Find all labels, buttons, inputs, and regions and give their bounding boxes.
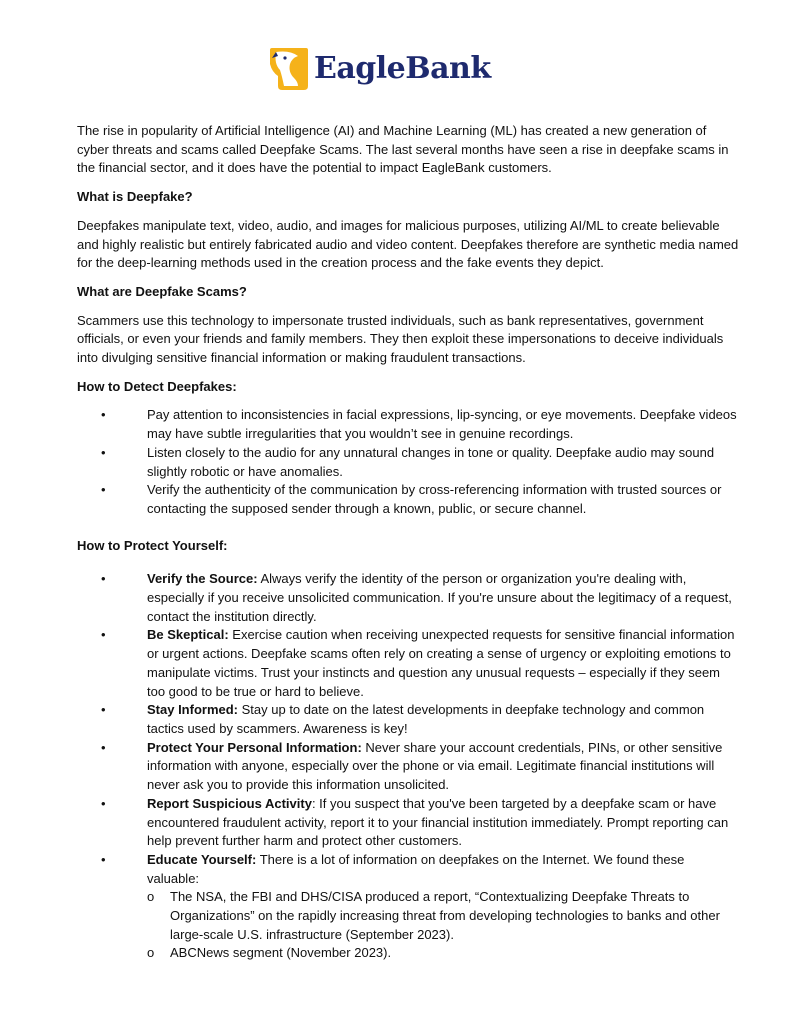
list-item: • Pay attention to inconsistencies in facial expressions, lip-syncing, or eye movements. Deepfake videos may have subtle irregularities that you wouldn’t see in genuine recordings. xyxy=(101,407,737,442)
list-item: • Be Skeptical: Exercise caution when receiving unexpected requests for sensitive financial information or urgent actions. Deepfake scams often rely on creating a sense of urgency or exploiting emotions to manipulate victims. Trust your instincts and question any unusual requests – especially if they seem too good to be true or hard to believe. xyxy=(101,627,735,699)
eagle-head-icon xyxy=(268,46,310,92)
list-item: • Verify the Source: Always verify the identity of the person or organization you're dealing with, especially if you receive unsolicited communication. If you're unsure about the legitimacy of a request, contact the institution directly. xyxy=(101,571,732,624)
list-item: • Verify the authenticity of the communication by cross-referencing information with trusted sources or contacting the supposed sender through a known, public, or secure channel. xyxy=(101,482,722,516)
sub-bullet-icon: o xyxy=(147,945,155,961)
section-heading-protect: How to Protect Yourself: xyxy=(77,537,228,553)
list-item: o ABCNews segment (November 2023). xyxy=(147,944,739,963)
bullet-title: Educate Yourself: xyxy=(147,851,257,867)
list-item: • Educate Yourself: There is a lot of information on deepfakes on the Internet. We found these valuable: o The NSA, the FBI and DHS/CISA produced a report, “Contextualizing Deepfake Threats to Organizations” on the rapidly increasing threat from developing technologies to banks and other large-scale U.S. infrastructure (September 2023). o ABCNews segment (November 2023). xyxy=(77,851,739,963)
bullet-icon: • xyxy=(101,739,106,755)
resource-sub-list xyxy=(147,888,739,963)
section-body-what-is-deepfake: Deepfakes manipulate text, video, audio, and images for malicious purposes, utilizing AI/ML to create believable and highly realistic but entirely fabricated audio and video content. Deepfakes therefore are synthetic media named for the deep-learning methods used in the creation process and the fake events they depict. xyxy=(77,217,739,271)
bullet-title: Protect Your Personal Information: xyxy=(147,739,362,755)
article-body xyxy=(77,122,739,973)
section-heading-what-is-deepfake: What is Deepfake? xyxy=(77,189,193,205)
bullet-title: Report Suspicious Activity xyxy=(147,795,312,811)
bullet-title: Stay Informed: xyxy=(147,702,239,718)
sub-bullet-icon: o xyxy=(147,889,155,905)
section-heading-detect: How to Detect Deepfakes: xyxy=(77,378,237,394)
list-item: o The NSA, the FBI and DHS/CISA produced a report, “Contextualizing Deepfake Threats to Organizations” on the rapidly increasing threat from developing technologies to banks and other large-scale U.S. infrastructure (September 2023). xyxy=(147,889,720,942)
bullet-icon: • xyxy=(101,407,106,423)
bullet-icon: • xyxy=(101,795,106,811)
bullet-icon: • xyxy=(101,627,106,643)
detect-bullet-list xyxy=(77,406,739,518)
bullet-icon: • xyxy=(101,482,106,498)
bullet-icon: • xyxy=(101,571,106,587)
section-heading-deepfake-scams: What are Deepfake Scams? xyxy=(77,283,247,299)
list-item: • Listen closely to the audio for any unnatural changes in tone or quality. Deepfake audio may sound slightly robotic or have anomalies. xyxy=(101,444,715,479)
bullet-icon: • xyxy=(101,702,106,718)
bullet-title: Be Skeptical: xyxy=(147,627,229,643)
list-item: • Stay Informed: Stay up to date on the latest developments in deepfake technology and common tactics used by scammers. Awareness is key! xyxy=(101,702,705,736)
bullet-icon: • xyxy=(101,444,106,460)
list-item: • Protect Your Personal Information: Never share your account credentials, PINs, or other sensitive information with anyone, especially over the phone or via email. Legitimate financial institutions will never ask you to provide this information unsolicited. xyxy=(101,739,723,793)
protect-bullet-list xyxy=(77,570,739,963)
logo-wordmark: EagleBank xyxy=(314,51,491,86)
eaglebank-logo xyxy=(268,44,548,94)
intro-paragraph: The rise in popularity of Artificial Intelligence (AI) and Machine Learning (ML) has created a new generation of cyber threats and scams called Deepfake Scams. The last several months have seen a rise in deepfake scams in the financial sector, and it does have the potential to impact EagleBank customers. xyxy=(77,123,729,176)
list-item: • Report Suspicious Activity: If you suspect that you've been targeted by a deepfake scam or have encountered fraudulent activity, report it to your financial institution immediately. Prompt reporting can help prevent further harm and protect other customers. xyxy=(101,795,729,849)
bullet-icon: • xyxy=(101,851,106,867)
bullet-title: Verify the Source: xyxy=(147,571,258,587)
section-body-deepfake-scams: Scammers use this technology to impersonate trusted individuals, such as bank representatives, government officials, or even your friends and family members. They then exploit these impersonations to deceive individuals into divulging sensitive financial information or making fraudulent transactions. xyxy=(77,312,724,366)
